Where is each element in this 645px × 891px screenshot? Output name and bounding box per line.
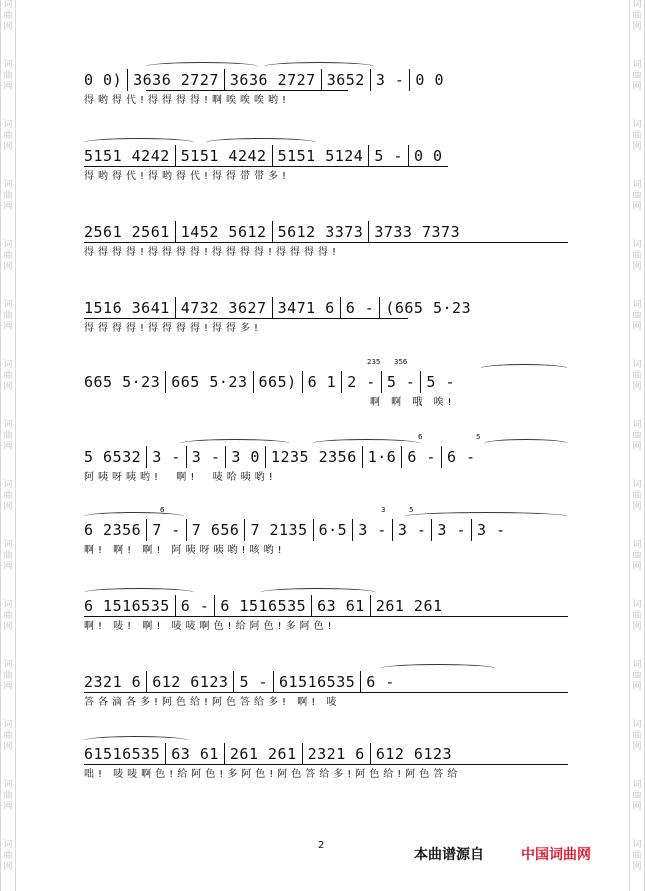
bar-line: [368, 145, 369, 167]
measure: 3 -: [437, 521, 466, 539]
watermark: 词曲网: [3, 240, 13, 272]
measure: 6·5: [318, 521, 348, 539]
bar-line: [175, 297, 176, 319]
measure: 7 656: [191, 521, 240, 539]
measure: 6 1516535: [84, 597, 170, 615]
measure: 5151 4242: [84, 147, 170, 165]
watermark: 词曲网: [632, 60, 642, 92]
notation: [84, 220, 568, 244]
measure: 6 -: [446, 448, 476, 466]
measure: 6 -: [407, 448, 436, 466]
bar-line: [244, 519, 245, 541]
watermark: 词曲网: [632, 240, 642, 272]
measure: 61516535: [84, 745, 161, 763]
bar-line: [401, 446, 402, 468]
bar-line: [272, 221, 273, 243]
measure: 3636 2727: [133, 71, 219, 89]
watermark: 词曲网: [3, 660, 13, 692]
watermark: 词曲网: [3, 540, 13, 572]
lyrics: 啊! 啊! 啊! 阿咦呀咦哟!咳哟!: [84, 544, 286, 556]
lyrics: 阿咦呀咦哟! 啊! 唛哈咦哟!: [84, 471, 277, 483]
bar-line: [362, 446, 363, 468]
measure: 2321 6: [307, 745, 365, 763]
bar-line: [214, 595, 215, 617]
measure: 3733 7373: [374, 223, 461, 241]
notation: [84, 370, 568, 394]
measure: 3 -: [375, 71, 405, 89]
measure: 665 5·23: [171, 373, 248, 391]
measure: 1516 3641: [84, 299, 170, 317]
bar-line: [302, 371, 303, 393]
watermark: 词曲网: [632, 300, 642, 332]
bar-line: [311, 595, 312, 617]
bar-line: [370, 743, 371, 765]
measure: 63 61: [171, 745, 219, 763]
bar-line: [146, 671, 147, 693]
bar-line: [340, 297, 341, 319]
measure: 2561 2561: [84, 223, 170, 241]
lyrics: 咄! 唛唛啊色!给阿色!多阿色!阿色答给多!阿色给!阿色答给: [84, 768, 462, 780]
bar-line: [127, 69, 128, 91]
bar-line: [233, 671, 234, 693]
grace-note: 235: [367, 358, 381, 366]
measure: 5 -: [386, 373, 416, 391]
watermark: 词曲网: [3, 360, 13, 392]
watermark: 词曲网: [3, 780, 13, 812]
watermark: 词曲网: [3, 120, 13, 152]
watermark: 词曲网: [632, 600, 642, 632]
watermark: 词曲网: [632, 180, 642, 212]
grace-note: 5: [476, 433, 481, 441]
bar-line: [146, 519, 147, 541]
watermark: 词曲网: [3, 0, 13, 32]
bar-line: [272, 297, 273, 319]
measure: (665 5·23: [385, 299, 472, 317]
bar-line: [321, 69, 322, 91]
watermark: 词曲网: [632, 420, 642, 452]
bar-line: [408, 145, 409, 167]
bar-line: [471, 519, 472, 541]
bar-line: [431, 519, 432, 541]
measure: 0 0: [413, 147, 443, 165]
watermark: 词曲网: [632, 540, 642, 572]
measure: 3 -: [477, 521, 506, 539]
measure: 2321 6: [84, 673, 142, 691]
measure: 665): [258, 373, 297, 391]
grace-note: 3: [381, 506, 386, 514]
notation: [84, 445, 568, 469]
notation: [84, 296, 568, 320]
grace-note: 5: [409, 506, 414, 514]
watermark: 词曲网: [3, 60, 13, 92]
lyrics: 啊 啊 哦 唉!: [370, 396, 456, 408]
grace-note: 6: [418, 433, 423, 441]
bar-line: [253, 371, 254, 393]
bar-line: [409, 69, 410, 91]
grace-note: 356: [394, 358, 408, 366]
bar-line: [381, 371, 382, 393]
measure: 5 -: [374, 147, 403, 165]
notation: [84, 742, 568, 766]
bar-line: [379, 297, 380, 319]
notation: [84, 594, 568, 618]
watermark: 词曲网: [3, 840, 13, 872]
measure: 5 -: [239, 673, 269, 691]
bar-line: [165, 743, 166, 765]
measure: 612 6123: [375, 745, 453, 763]
measure: 6 1: [307, 373, 337, 391]
measure: 1·6: [367, 448, 397, 466]
measure: 5151 5124: [277, 147, 364, 165]
measure: 3471 6: [277, 299, 335, 317]
measure: 7 2135: [250, 521, 308, 539]
measure: 5612 3373: [277, 223, 364, 241]
measure: 6 -: [180, 597, 210, 615]
watermark: 词曲网: [3, 600, 13, 632]
measure: 6 1516535: [220, 597, 307, 615]
measure: 5 -: [426, 373, 455, 391]
measure: 3 -: [397, 521, 427, 539]
bar-line: [273, 671, 274, 693]
measure: 261 261: [229, 745, 297, 763]
lyrics: 答各滴各多!阿色给!阿色答给多! 啊! 唛: [84, 696, 341, 708]
watermark: 词曲网: [3, 180, 13, 212]
source-site-link[interactable]: 中国词曲网: [521, 847, 591, 863]
watermark: 词曲网: [632, 780, 642, 812]
bar-line: [265, 446, 266, 468]
measure: 6 -: [345, 299, 375, 317]
bar-line: [313, 519, 314, 541]
watermark: 词曲网: [3, 300, 13, 332]
measure: 4732 3627: [180, 299, 267, 317]
watermark: 词曲网: [3, 480, 13, 512]
bar-line: [370, 69, 371, 91]
measure: 665 5·23: [84, 373, 161, 391]
measure: 61516535: [279, 673, 356, 691]
bar-line: [146, 446, 147, 468]
measure: 2 -: [347, 373, 376, 391]
watermark: 词曲网: [632, 120, 642, 152]
measure: 261 261: [375, 597, 443, 615]
watermark: 词曲网: [3, 420, 13, 452]
bar-line: [186, 446, 187, 468]
lyrics: 得哟得代!得哟得代!得得带带多!: [84, 170, 291, 182]
measure: 63 61: [317, 597, 365, 615]
measure: 6 2356: [84, 521, 142, 539]
grace-note: 6: [160, 506, 165, 514]
bar-line: [175, 145, 176, 167]
lyrics: 啊! 唛! 啊! 唛唛啊色!给阿色!多阿色!: [84, 620, 336, 632]
measure: 5151 4242: [180, 147, 267, 165]
measure: 3 -: [358, 521, 387, 539]
notation: [84, 144, 568, 168]
measure: 5 6532: [84, 448, 142, 466]
bar-line: [420, 371, 421, 393]
measure: 1452 5612: [180, 223, 267, 241]
measure: 1235 2356: [270, 448, 357, 466]
measure: 6 -: [366, 673, 395, 691]
bar-line: [224, 69, 225, 91]
bar-line: [272, 145, 273, 167]
measure: 0 0): [84, 71, 123, 89]
right-watermark-strip: [629, 0, 645, 891]
bar-line: [186, 519, 187, 541]
bar-line: [165, 371, 166, 393]
notation: [84, 518, 568, 542]
watermark: 词曲网: [632, 660, 642, 692]
bar-line: [225, 446, 226, 468]
bar-line: [368, 221, 369, 243]
bar-line: [392, 519, 393, 541]
watermark: 词曲网: [632, 720, 642, 752]
measure: 612 6123: [152, 673, 229, 691]
measure: 7 -: [152, 521, 181, 539]
lyrics: 得哟得代!得得得得!啊唉唉唉哟!: [84, 94, 291, 106]
watermark: 词曲网: [632, 840, 642, 872]
measure: 3652: [326, 71, 365, 89]
source-label: 本曲谱源自: [414, 847, 484, 863]
bar-line: [352, 519, 353, 541]
bar-line: [441, 446, 442, 468]
bar-line: [224, 743, 225, 765]
measure: 3 -: [152, 448, 181, 466]
measure: 3 -: [191, 448, 221, 466]
bar-line: [302, 743, 303, 765]
bar-line: [175, 221, 176, 243]
measure: 3636 2727: [229, 71, 316, 89]
watermark: 词曲网: [632, 0, 642, 32]
notation: [84, 670, 568, 694]
measure: 3 0: [231, 448, 260, 466]
bar-line: [175, 595, 176, 617]
bar-line: [341, 371, 342, 393]
bar-line: [360, 671, 361, 693]
watermark: 词曲网: [3, 720, 13, 752]
watermark: 词曲网: [632, 480, 642, 512]
watermark: 词曲网: [632, 360, 642, 392]
page-number: 2: [318, 840, 325, 851]
left-watermark-strip: [0, 0, 16, 891]
notation: [84, 68, 568, 92]
lyrics: 得得得得!得得得得!得得多!: [84, 322, 263, 334]
lyrics: 得得得得!得得得得!得得得得!得得得得!: [84, 246, 341, 258]
measure: 0 0: [415, 71, 444, 89]
bar-line: [370, 595, 371, 617]
